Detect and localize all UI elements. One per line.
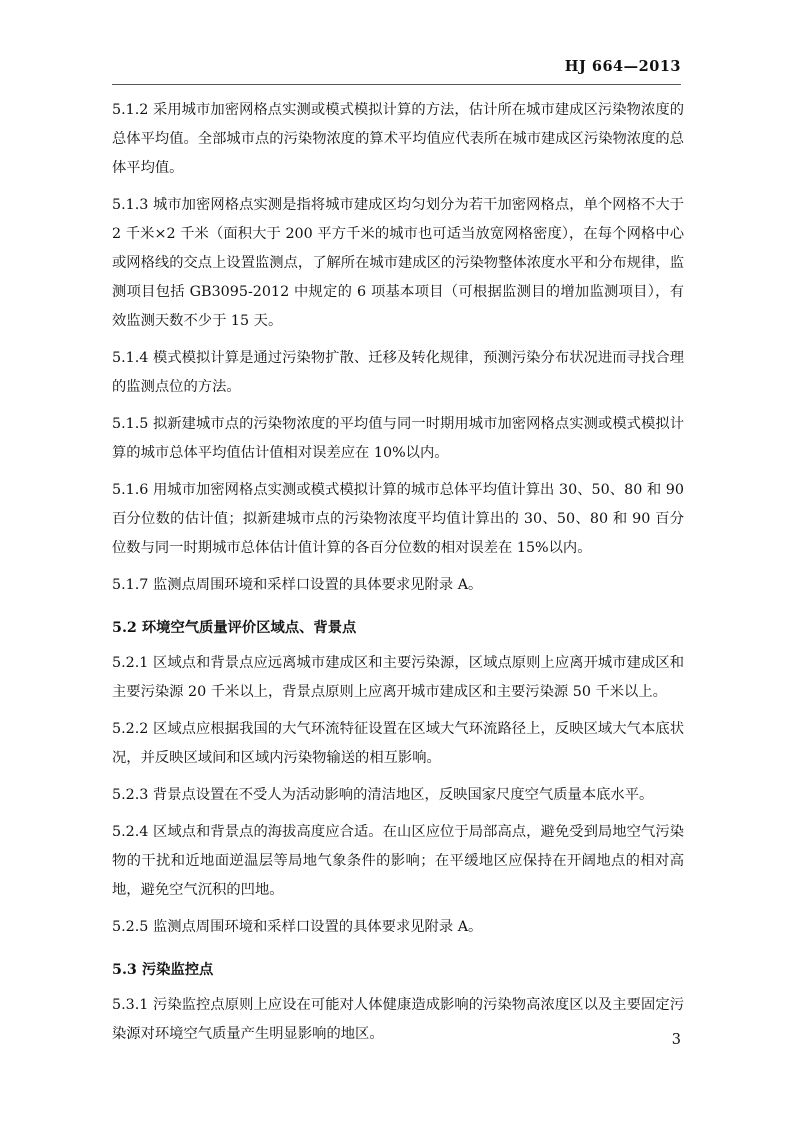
clause-5-1-6: 5.1.6 用城市加密网格点实测或模式模拟计算的城市总体平均值计算出 30、50、80 和 90 百分位数的估计值；拟新建城市点的污染物浓度平均值计算出的 30、50、80 和 90 百分位数与同一时期城市总体估计值计算的各百分位数的相对误差在 15%以内。	[112, 482, 684, 556]
clause-5-1-3: 5.1.3 城市加密网格点实测是指将城市建成区均匀划分为若干加密网格点，单个网格不大于 2 千米×2 千米（面积大于 200 平方千米的城市也可适当放宽网格密度），在每个网格中心或网格线的交点上设置监测点，了解所在城市建成区的污染物整体浓度水平和分布规律，监测项目包括 GB3095-2012 中规定的 6 项基本项目（可根据监测目的增加监测项目），有效监测天数不少于 15 天。	[112, 197, 684, 329]
clause-5-1-2: 5.1.2 采用城市加密网格点实测或模式模拟计算的方法，估计所在城市建成区污染物浓度的总体平均值。全部城市点的污染物浓度的算术平均值应代表所在城市建成区污染物浓度的总体平均值。	[112, 102, 684, 176]
clause-5-2-3: 5.2.3 背景点设置在不受人为活动影响的清洁地区，反映国家尺度空气质量本底水平。	[112, 787, 654, 803]
page-header-standard-code: HJ 664—2013	[564, 58, 681, 75]
clause-5-2-2: 5.2.2 区域点应根据我国的大气环流特征设置在区域大气环流路径上，反映区域大气本底状况，并反映区域间和区域内污染物输送的相互影响。	[112, 721, 684, 766]
section-heading-5-2: 5.2 环境空气质量评价区域点、背景点	[112, 620, 357, 636]
clause-5-3-1: 5.3.1 污染监控点原则上应设在可能对人体健康造成影响的污染物高浓度区以及主要固定污染源对环境空气质量产生明显影响的地区。	[112, 997, 684, 1042]
clause-5-1-7: 5.1.7 监测点周围环境和采样口设置的具体要求见附录 A。	[112, 577, 483, 593]
clause-5-2-1: 5.2.1 区域点和背景点应远离城市建成区和主要污染源，区域点原则上应离开城市建成区和主要污染源 20 千米以上，背景点原则上应离开城市建成区和主要污染源 50 千米以上。	[112, 655, 684, 700]
header-divider-line	[112, 84, 681, 85]
section-heading-5-3: 5.3 污染监控点	[112, 962, 214, 978]
clause-5-1-4: 5.1.4 模式模拟计算是通过污染物扩散、迁移及转化规律，预测污染分布状况进而寻找合理的监测点位的方法。	[112, 350, 684, 395]
clause-5-2-4: 5.2.4 区域点和背景点的海拔高度应合适。在山区应位于局部高点，避免受到局地空气污染物的干扰和近地面逆温层等局地气象条件的影响；在平缓地区应保持在开阔地点的相对高地，避免空气沉积的凹地。	[112, 824, 684, 898]
page-number: 3	[671, 1032, 681, 1048]
clause-5-2-5: 5.2.5 监测点周围环境和采样口设置的具体要求见附录 A。	[112, 919, 483, 935]
clause-5-1-5: 5.1.5 拟新建城市点的污染物浓度的平均值与同一时期用城市加密网格点实测或模式模拟计算的城市总体平均值估计值相对误差应在 10%以内。	[112, 416, 684, 461]
document-body	[112, 96, 684, 1053]
